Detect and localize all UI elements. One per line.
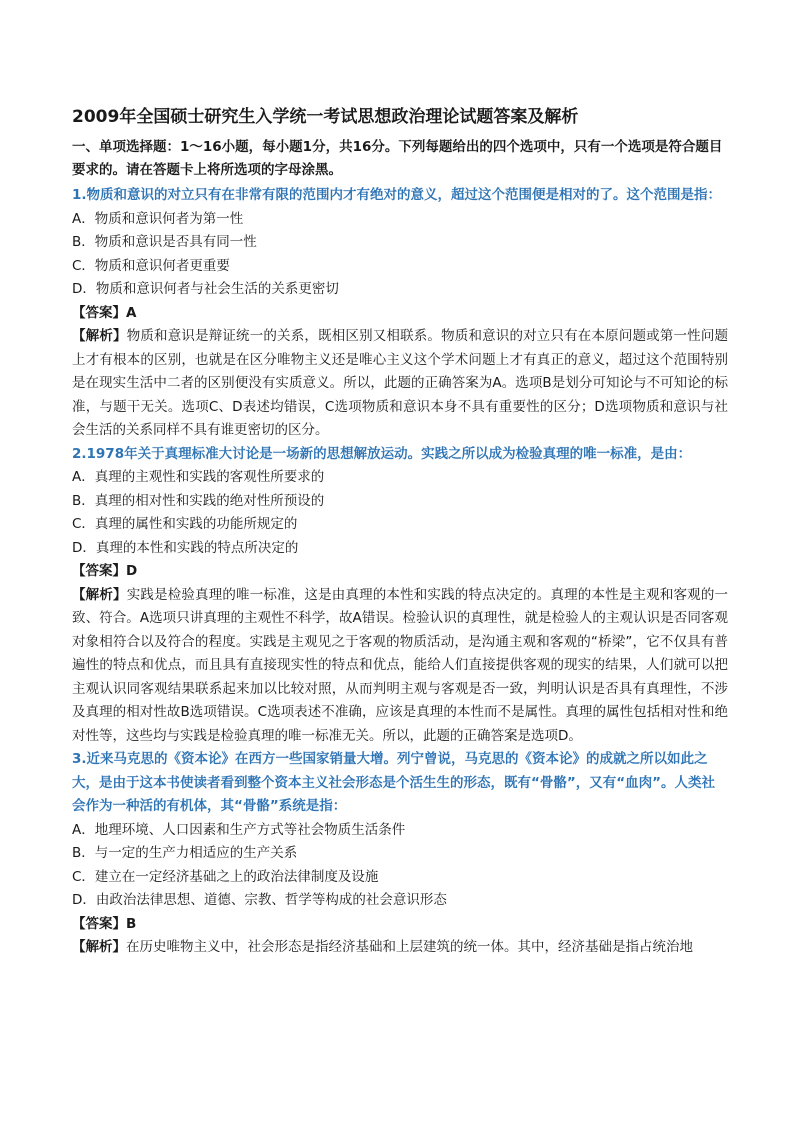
explanation-text: 物质和意识是辩证统一的关系，既相区别又相联系。物质和意识的对立只有在本原问题或第一性问题上才有根本的区别，也就是在区分唯物主义还是唯心主义这个学术问题上才有真正的意义，超过这个范围特别是在现实生活中二者的区别便没有实质意义。所以，此题的正确答案为A。选项B是划分可知论与不可知论的标准，与题干无关。选项C、D表述均错误，C选项物质和意识本身不具有重要性的区分；D选项物质和意识与社会生活的关系同样不具有谁更密切的区分。	[72, 328, 729, 438]
explanation-label: 【解析】	[72, 939, 126, 955]
document-page	[72, 104, 728, 960]
explanation-label: 【解析】	[72, 328, 127, 344]
option-d: D．真理的本性和实践的特点所决定的	[72, 539, 299, 556]
explanation	[72, 936, 728, 960]
explanation-label: 【解析】	[72, 586, 127, 603]
section-heading: 一、单项选择题：1～16小题，每小题1分，共16分。下列每题给出的四个选项中，只有一个选项是符合题目要求的。请在答题卡上将所选项的字母涂黑。	[72, 139, 723, 178]
question-1	[72, 184, 728, 443]
question-3	[72, 748, 728, 960]
option-a: A．真理的主观性和实践的客观性所要求的	[72, 469, 325, 485]
answer-value: D	[126, 563, 138, 579]
answer-label: 【答案】	[72, 915, 126, 932]
option-b: B．真理的相对性和实践的绝对性所预设的	[72, 492, 325, 509]
option-a: A．物质和意识何者为第一性	[72, 210, 244, 227]
question-title: 1.物质和意识的对立只有在非常有限的范围内才有绝对的意义，超过这个范围便是相对的了。这个范围是指：	[72, 187, 722, 203]
question-title: 2.1978年关于真理标准大讨论是一场新的思想解放运动。实践之所以成为检验真理的唯一标准，是由：	[72, 445, 692, 462]
option-a: A．地理环境、人口因素和生产方式等社会物质生活条件	[72, 821, 406, 838]
explanation	[72, 325, 728, 443]
answer-line	[72, 560, 728, 584]
option-c: C．物质和意识何者更重要	[72, 257, 230, 274]
answer-line	[72, 302, 728, 326]
option-b: B．物质和意识是否具有同一性	[72, 234, 257, 250]
option-d: D．物质和意识何者与社会生活的关系更密切	[72, 281, 339, 297]
option-c: C．建立在一定经济基础之上的政治法律制度及设施	[72, 868, 379, 885]
explanation	[72, 584, 728, 749]
answer-value: B	[126, 915, 137, 932]
answer-line	[72, 913, 728, 937]
option-c: C．真理的属性和实践的功能所规定的	[72, 516, 298, 532]
option-d: D．由政治法律思想、道德、宗教、哲学等构成的社会意识形态	[72, 892, 447, 908]
explanation-text: 在历史唯物主义中，社会形态是指经济基础和上层建筑的统一体。其中，经济基础是指占统治地	[126, 939, 693, 955]
option-b: B．与一定的生产力相适应的生产关系	[72, 845, 298, 861]
question-title: 3.近来马克思的《资本论》在西方一些国家销量大增。列宁曾说，马克思的《资本论》的成就之所以如此之大，是由于这本书使读者看到整个资本主义社会形态是个活生生的形态，既有“骨骼”，又有“血肉”。人类社会作为一种活的有机体，其“骨骼”系统是指：	[72, 751, 715, 814]
question-2	[72, 443, 728, 749]
answer-value: A	[126, 304, 137, 321]
explanation-text: 实践是检验真理的唯一标准，这是由真理的本性和实践的特点决定的。真理的本性是主观和客观的一致、符合。A选项只讲真理的主观性不科学，故A错误。检验认识的真理性，就是检验人的主观认识是否同客观对象相符合以及符合的程度。实践是主观见之于客观的物质活动，是沟通主观和客观的“桥梁”，它不仅具有普遍性的特点和优点，而且具有直接现实性的特点和优点，能给人们直接提供客观的现实的结果，人们就可以把主观认识同客观结果联系起来加以比较对照，从而判明主观与客观是否一致，判明认识是否具有真理性，不涉及真理的相对性故B选项错误。C选项表述不准确，应该是真理的本性而不是属性。真理的属性包括相对性和绝对性等，这些均与实践是检验真理的唯一标准无关。所以，此题的正确答案是选项D。	[72, 586, 729, 744]
answer-label: 【答案】	[72, 563, 126, 579]
answer-label: 【答案】	[72, 304, 126, 321]
document-title: 2009年全国硕士研究生入学统一考试思想政治理论试题答案及解析	[72, 107, 579, 127]
